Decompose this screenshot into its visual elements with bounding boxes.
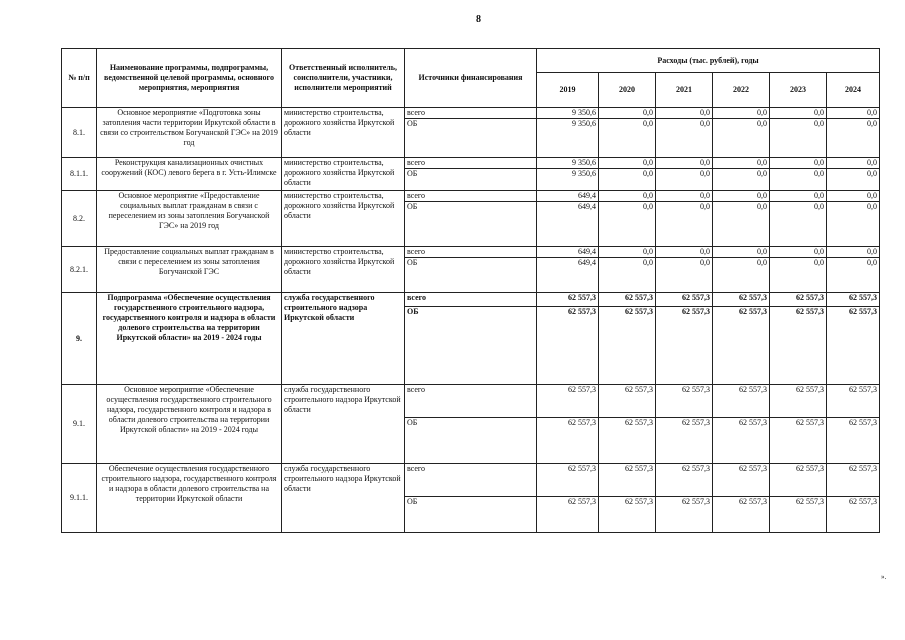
amount-cell: 0,0 xyxy=(656,169,713,191)
funding-source: ОБ xyxy=(405,497,537,533)
amount-cell: 62 557,3 xyxy=(656,497,713,533)
amount-cell: 62 557,3 xyxy=(599,464,656,497)
table-row xyxy=(62,293,880,307)
table-row xyxy=(62,385,880,418)
amount-cell: 9 350,6 xyxy=(537,119,599,158)
row-number: 9.1. xyxy=(62,385,97,464)
funding-source: всего xyxy=(405,385,537,418)
amount-cell: 0,0 xyxy=(713,247,770,258)
amount-cell: 62 557,3 xyxy=(827,464,880,497)
row-number: 8.1.1. xyxy=(62,158,97,191)
amount-cell: 0,0 xyxy=(827,258,880,293)
amount-cell: 0,0 xyxy=(656,202,713,247)
amount-cell: 0,0 xyxy=(599,191,656,202)
item-name: Предоставление социальных выплат гражданам в связи с переселением из зоны затопления Богучанской ГЭС xyxy=(97,247,282,293)
amount-cell: 62 557,3 xyxy=(656,464,713,497)
amount-cell: 0,0 xyxy=(713,258,770,293)
item-name: Реконструкция канализационных очистных сооружений (КОС) левого берега в г. Усть-Илимске xyxy=(97,158,282,191)
row-number: 9. xyxy=(62,293,97,385)
amount-cell: 62 557,3 xyxy=(770,497,827,533)
amount-cell: 0,0 xyxy=(599,169,656,191)
header-year: 2020 xyxy=(599,73,656,108)
header-year: 2019 xyxy=(537,73,599,108)
amount-cell: 62 557,3 xyxy=(770,293,827,307)
amount-cell: 0,0 xyxy=(827,191,880,202)
funding-source: всего xyxy=(405,293,537,307)
funding-source: ОБ xyxy=(405,119,537,158)
amount-cell: 0,0 xyxy=(656,247,713,258)
amount-cell: 0,0 xyxy=(770,247,827,258)
amount-cell: 62 557,3 xyxy=(537,464,599,497)
amount-cell: 0,0 xyxy=(770,119,827,158)
table-row xyxy=(62,191,880,202)
amount-cell: 0,0 xyxy=(713,169,770,191)
amount-cell: 0,0 xyxy=(770,202,827,247)
amount-cell: 649,4 xyxy=(537,247,599,258)
amount-cell: 0,0 xyxy=(770,258,827,293)
funding-source: всего xyxy=(405,247,537,258)
amount-cell: 62 557,3 xyxy=(656,385,713,418)
amount-cell: 0,0 xyxy=(599,202,656,247)
amount-cell: 62 557,3 xyxy=(537,293,599,307)
responsible-executor: служба государственного строительного надзора Иркутской области xyxy=(282,293,405,385)
amount-cell: 9 350,6 xyxy=(537,158,599,169)
amount-cell: 0,0 xyxy=(656,119,713,158)
responsible-executor: служба государственного строительного надзора Иркутской области xyxy=(282,385,405,464)
amount-cell: 62 557,3 xyxy=(656,293,713,307)
amount-cell: 0,0 xyxy=(656,258,713,293)
amount-cell: 0,0 xyxy=(713,108,770,119)
page-number: 8 xyxy=(476,14,481,25)
amount-cell: 0,0 xyxy=(827,108,880,119)
amount-cell: 0,0 xyxy=(599,108,656,119)
amount-cell: 62 557,3 xyxy=(770,307,827,385)
amount-cell: 0,0 xyxy=(770,169,827,191)
responsible-executor: министерство строительства, дорожного хозяйства Иркутской области xyxy=(282,191,405,247)
amount-cell: 9 350,6 xyxy=(537,108,599,119)
funding-source: ОБ xyxy=(405,418,537,464)
funding-source: ОБ xyxy=(405,307,537,385)
amount-cell: 62 557,3 xyxy=(827,497,880,533)
amount-cell: 62 557,3 xyxy=(656,307,713,385)
amount-cell: 0,0 xyxy=(770,108,827,119)
amount-cell: 62 557,3 xyxy=(770,418,827,464)
item-name: Обеспечение осуществления государственного строительного надзора, государственного контроля и надзора в области долевого строительства на территории Иркутской области xyxy=(97,464,282,533)
budget-table xyxy=(61,48,880,533)
funding-source: всего xyxy=(405,158,537,169)
amount-cell: 62 557,3 xyxy=(770,385,827,418)
funding-source: всего xyxy=(405,464,537,497)
responsible-executor: министерство строительства, дорожного хозяйства Иркутской области xyxy=(282,108,405,158)
row-number: 8.2.1. xyxy=(62,247,97,293)
amount-cell: 0,0 xyxy=(770,191,827,202)
responsible-executor: министерство строительства, дорожного хозяйства Иркутской области xyxy=(282,247,405,293)
amount-cell: 0,0 xyxy=(827,202,880,247)
responsible-executor: министерство строительства, дорожного хозяйства Иркутской области xyxy=(282,158,405,191)
table-body xyxy=(62,108,880,533)
table-row xyxy=(62,247,880,258)
amount-cell: 0,0 xyxy=(827,247,880,258)
amount-cell: 0,0 xyxy=(713,158,770,169)
amount-cell: 0,0 xyxy=(713,119,770,158)
amount-cell: 62 557,3 xyxy=(537,418,599,464)
amount-cell: 649,4 xyxy=(537,202,599,247)
amount-cell: 62 557,3 xyxy=(599,418,656,464)
amount-cell: 62 557,3 xyxy=(713,307,770,385)
amount-cell: 0,0 xyxy=(656,158,713,169)
amount-cell: 62 557,3 xyxy=(537,385,599,418)
amount-cell: 62 557,3 xyxy=(827,418,880,464)
header-num: № п/п xyxy=(62,49,97,108)
funding-source: ОБ xyxy=(405,258,537,293)
amount-cell: 0,0 xyxy=(599,258,656,293)
amount-cell: 62 557,3 xyxy=(599,307,656,385)
margin-note: ». xyxy=(881,573,887,581)
item-name: Основное мероприятие «Подготовка зоны затопления части территории Иркутской области в связи со строительством Богучанской ГЭС» на 2019 год xyxy=(97,108,282,158)
funding-source: ОБ xyxy=(405,169,537,191)
amount-cell: 62 557,3 xyxy=(827,293,880,307)
amount-cell: 62 557,3 xyxy=(599,497,656,533)
amount-cell: 62 557,3 xyxy=(599,293,656,307)
row-number: 8.2. xyxy=(62,191,97,247)
header-year: 2022 xyxy=(713,73,770,108)
responsible-executor: служба государственного строительного надзора Иркутской области xyxy=(282,464,405,533)
amount-cell: 62 557,3 xyxy=(827,307,880,385)
item-name: Подпрограмма «Обеспечение осуществления государственного строительного надзора, государственного контроля и надзора в области долевого строительства на территории Иркутской области» на 2019 - 2024 годы xyxy=(97,293,282,385)
amount-cell: 62 557,3 xyxy=(713,497,770,533)
amount-cell: 0,0 xyxy=(713,202,770,247)
amount-cell: 0,0 xyxy=(713,191,770,202)
amount-cell: 62 557,3 xyxy=(537,307,599,385)
header-year: 2021 xyxy=(656,73,713,108)
amount-cell: 0,0 xyxy=(827,169,880,191)
header-responsible: Ответственный исполнитель, соисполнители, участники, исполнители мероприятий xyxy=(282,49,405,108)
amount-cell: 0,0 xyxy=(599,247,656,258)
item-name: Основное мероприятие «Обеспечение осуществления государственного строительного надзора, государственного контроля и надзора в области долевого строительства на территории Иркутской области» на 2019 - 2024 годы xyxy=(97,385,282,464)
amount-cell: 0,0 xyxy=(599,158,656,169)
header-year: 2023 xyxy=(770,73,827,108)
amount-cell: 62 557,3 xyxy=(656,418,713,464)
header-source: Источники финансирования xyxy=(405,49,537,108)
amount-cell: 62 557,3 xyxy=(713,418,770,464)
table-row xyxy=(62,108,880,119)
header-costs: Расходы (тыс. рублей), годы xyxy=(537,49,880,73)
table-row xyxy=(62,158,880,169)
amount-cell: 649,4 xyxy=(537,258,599,293)
amount-cell: 62 557,3 xyxy=(537,497,599,533)
funding-source: всего xyxy=(405,108,537,119)
amount-cell: 649,4 xyxy=(537,191,599,202)
amount-cell: 62 557,3 xyxy=(713,464,770,497)
amount-cell: 62 557,3 xyxy=(599,385,656,418)
amount-cell: 62 557,3 xyxy=(770,464,827,497)
amount-cell: 0,0 xyxy=(656,191,713,202)
amount-cell: 0,0 xyxy=(656,108,713,119)
row-number: 8.1. xyxy=(62,108,97,158)
table-row xyxy=(62,464,880,497)
amount-cell: 62 557,3 xyxy=(827,385,880,418)
amount-cell: 0,0 xyxy=(599,119,656,158)
header-name: Наименование программы, подпрограммы, ведомственной целевой программы, основного мероприятия, мероприятия xyxy=(97,49,282,108)
amount-cell: 0,0 xyxy=(827,119,880,158)
header-year: 2024 xyxy=(827,73,880,108)
amount-cell: 0,0 xyxy=(770,158,827,169)
amount-cell: 0,0 xyxy=(827,158,880,169)
amount-cell: 62 557,3 xyxy=(713,293,770,307)
amount-cell: 9 350,6 xyxy=(537,169,599,191)
amount-cell: 62 557,3 xyxy=(713,385,770,418)
funding-source: ОБ xyxy=(405,202,537,247)
funding-source: всего xyxy=(405,191,537,202)
item-name: Основное мероприятие «Предоставление социальных выплат гражданам в связи с переселением из зоны затопления Богучанской ГЭС» на 2019 год xyxy=(97,191,282,247)
row-number: 9.1.1. xyxy=(62,464,97,533)
